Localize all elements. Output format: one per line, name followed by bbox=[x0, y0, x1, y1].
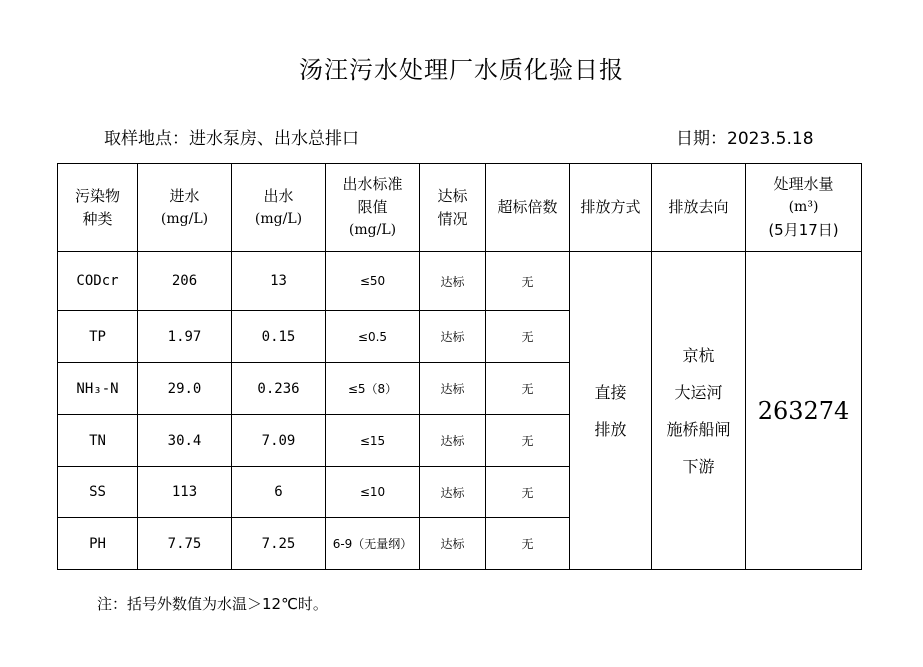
header-pollutant: 污染物 种类 bbox=[58, 164, 138, 252]
limit-value: 6-9（无量纲） bbox=[326, 518, 420, 570]
compliance-status: 达标 bbox=[420, 363, 486, 415]
exceed-multiple: 无 bbox=[486, 363, 570, 415]
header-limit: 出水标准 限值 (mg/L) bbox=[326, 164, 420, 252]
limit-value: ≤50 bbox=[326, 252, 420, 311]
pollutant-name: SS bbox=[58, 467, 138, 518]
effluent-value: 7.09 bbox=[232, 415, 326, 467]
pollutant-name: TN bbox=[58, 415, 138, 467]
header-effluent: 出水 (mg/L) bbox=[232, 164, 326, 252]
header-exceed: 超标倍数 bbox=[486, 164, 570, 252]
compliance-status: 达标 bbox=[420, 467, 486, 518]
influent-value: 30.4 bbox=[138, 415, 232, 467]
compliance-status: 达标 bbox=[420, 518, 486, 570]
sampling-location: 取样地点：进水泵房、出水总排口 bbox=[104, 129, 359, 149]
influent-value: 113 bbox=[138, 467, 232, 518]
discharge-method: 直接 排放 bbox=[570, 252, 652, 570]
exceed-multiple: 无 bbox=[486, 518, 570, 570]
discharge-destination: 京杭 大运河 施桥船闸 下游 bbox=[652, 252, 746, 570]
limit-value: ≤0.5 bbox=[326, 311, 420, 363]
compliance-status: 达标 bbox=[420, 252, 486, 311]
table-row bbox=[58, 252, 862, 311]
effluent-value: 6 bbox=[232, 467, 326, 518]
header-discharge-method: 排放方式 bbox=[570, 164, 652, 252]
date-label: 日期： bbox=[676, 129, 727, 149]
exceed-multiple: 无 bbox=[486, 252, 570, 311]
influent-value: 206 bbox=[138, 252, 232, 311]
header-compliance: 达标 情况 bbox=[420, 164, 486, 252]
exceed-multiple: 无 bbox=[486, 415, 570, 467]
exceed-multiple: 无 bbox=[486, 467, 570, 518]
effluent-value: 13 bbox=[232, 252, 326, 311]
pollutant-name: CODcr bbox=[58, 252, 138, 311]
limit-value: ≤15 bbox=[326, 415, 420, 467]
effluent-value: 7.25 bbox=[232, 518, 326, 570]
header-volume: 处理水量 (m³) (5月17日) bbox=[746, 164, 862, 252]
water-quality-table bbox=[57, 163, 862, 570]
influent-value: 29.0 bbox=[138, 363, 232, 415]
header-row bbox=[58, 164, 862, 252]
pollutant-name: TP bbox=[58, 311, 138, 363]
influent-value: 1.97 bbox=[138, 311, 232, 363]
pollutant-name: NH₃-N bbox=[58, 363, 138, 415]
limit-value: ≤10 bbox=[326, 467, 420, 518]
report-title: 汤汪污水处理厂水质化验日报 bbox=[299, 56, 624, 84]
header-influent: 进水 (mg/L) bbox=[138, 164, 232, 252]
treatment-volume: 263274 bbox=[746, 252, 862, 570]
report-date bbox=[676, 124, 814, 149]
compliance-status: 达标 bbox=[420, 415, 486, 467]
effluent-value: 0.15 bbox=[232, 311, 326, 363]
limit-value: ≤5（8） bbox=[326, 363, 420, 415]
compliance-status: 达标 bbox=[420, 311, 486, 363]
header-discharge-destination: 排放去向 bbox=[652, 164, 746, 252]
effluent-value: 0.236 bbox=[232, 363, 326, 415]
influent-value: 7.75 bbox=[138, 518, 232, 570]
footnote: 注：括号外数值为水温＞12℃时。 bbox=[97, 595, 328, 613]
date-value: 2023.5.18 bbox=[727, 129, 814, 149]
pollutant-name: PH bbox=[58, 518, 138, 570]
exceed-multiple: 无 bbox=[486, 311, 570, 363]
